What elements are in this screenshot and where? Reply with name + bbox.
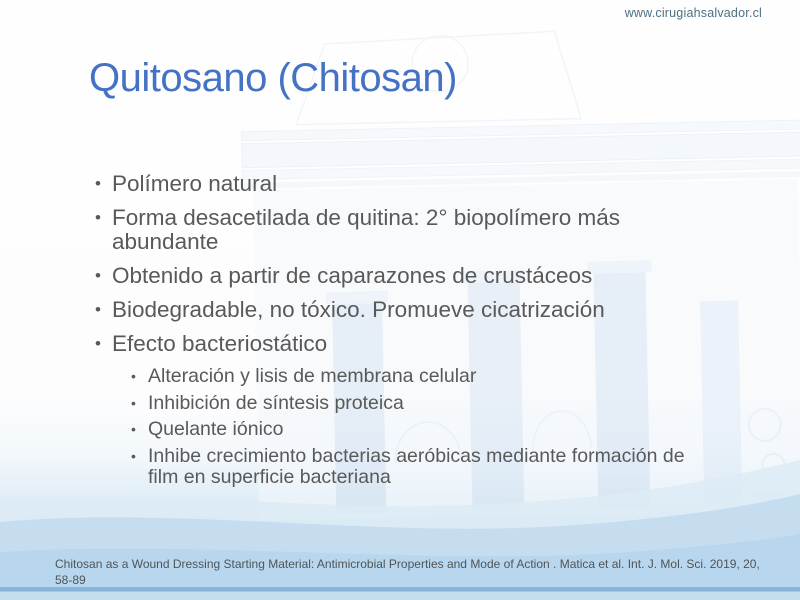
bullet-text: Alteración y lisis de membrana celular: [148, 365, 477, 387]
bullet-item: [131, 446, 717, 489]
bullet-text: Biodegradable, no tóxico. Promueve cicatrización: [112, 297, 605, 322]
bullet-item: [95, 332, 717, 356]
bullet-dot-icon: •: [95, 174, 101, 193]
bullet-dot-icon: •: [131, 394, 136, 411]
slide-title: Quitosano (Chitosan): [89, 56, 457, 100]
bullet-text: Quelante iónico: [148, 418, 284, 440]
bullet-dot-icon: •: [95, 334, 101, 353]
bullet-item: [95, 298, 717, 322]
bullet-item: [131, 393, 717, 415]
bullet-text: Inhibición de síntesis proteica: [148, 391, 404, 414]
bullet-dot-icon: •: [131, 421, 136, 437]
bullet-dot-icon: •: [95, 208, 101, 227]
bullet-text: Efecto bacteriostático: [112, 331, 328, 356]
footer-citation: Chitosan as a Wound Dressing Starting Material: Antimicrobial Properties and Mode of Action . Matica et al. Int. J. Mol. Sci. 2019, 20, 58-89: [55, 557, 760, 587]
bullet-text: Obtenido a partir de caparazones de crustáceos: [112, 263, 593, 288]
site-url: www.cirugiahsalvador.cl: [624, 6, 762, 20]
bullet-dot-icon: •: [131, 368, 136, 384]
bullet-item: [95, 172, 717, 196]
bullet-item: [131, 366, 717, 388]
bullet-item: [131, 419, 717, 441]
bullet-text: Inhibe crecimiento bacterias aeróbicas mediante formación de film en superficie bacteriana: [148, 444, 685, 488]
bullet-item: [95, 264, 717, 288]
bullet-text: Forma desacetilada de quitina: 2° biopolímero más abundante: [112, 205, 621, 254]
bullet-dot-icon: •: [95, 300, 101, 319]
bullet-item: [95, 206, 717, 254]
bullet-list: [95, 172, 717, 494]
bullet-dot-icon: •: [131, 447, 136, 464]
bullet-dot-icon: •: [95, 266, 101, 285]
bullet-text: Polímero natural: [112, 171, 278, 196]
